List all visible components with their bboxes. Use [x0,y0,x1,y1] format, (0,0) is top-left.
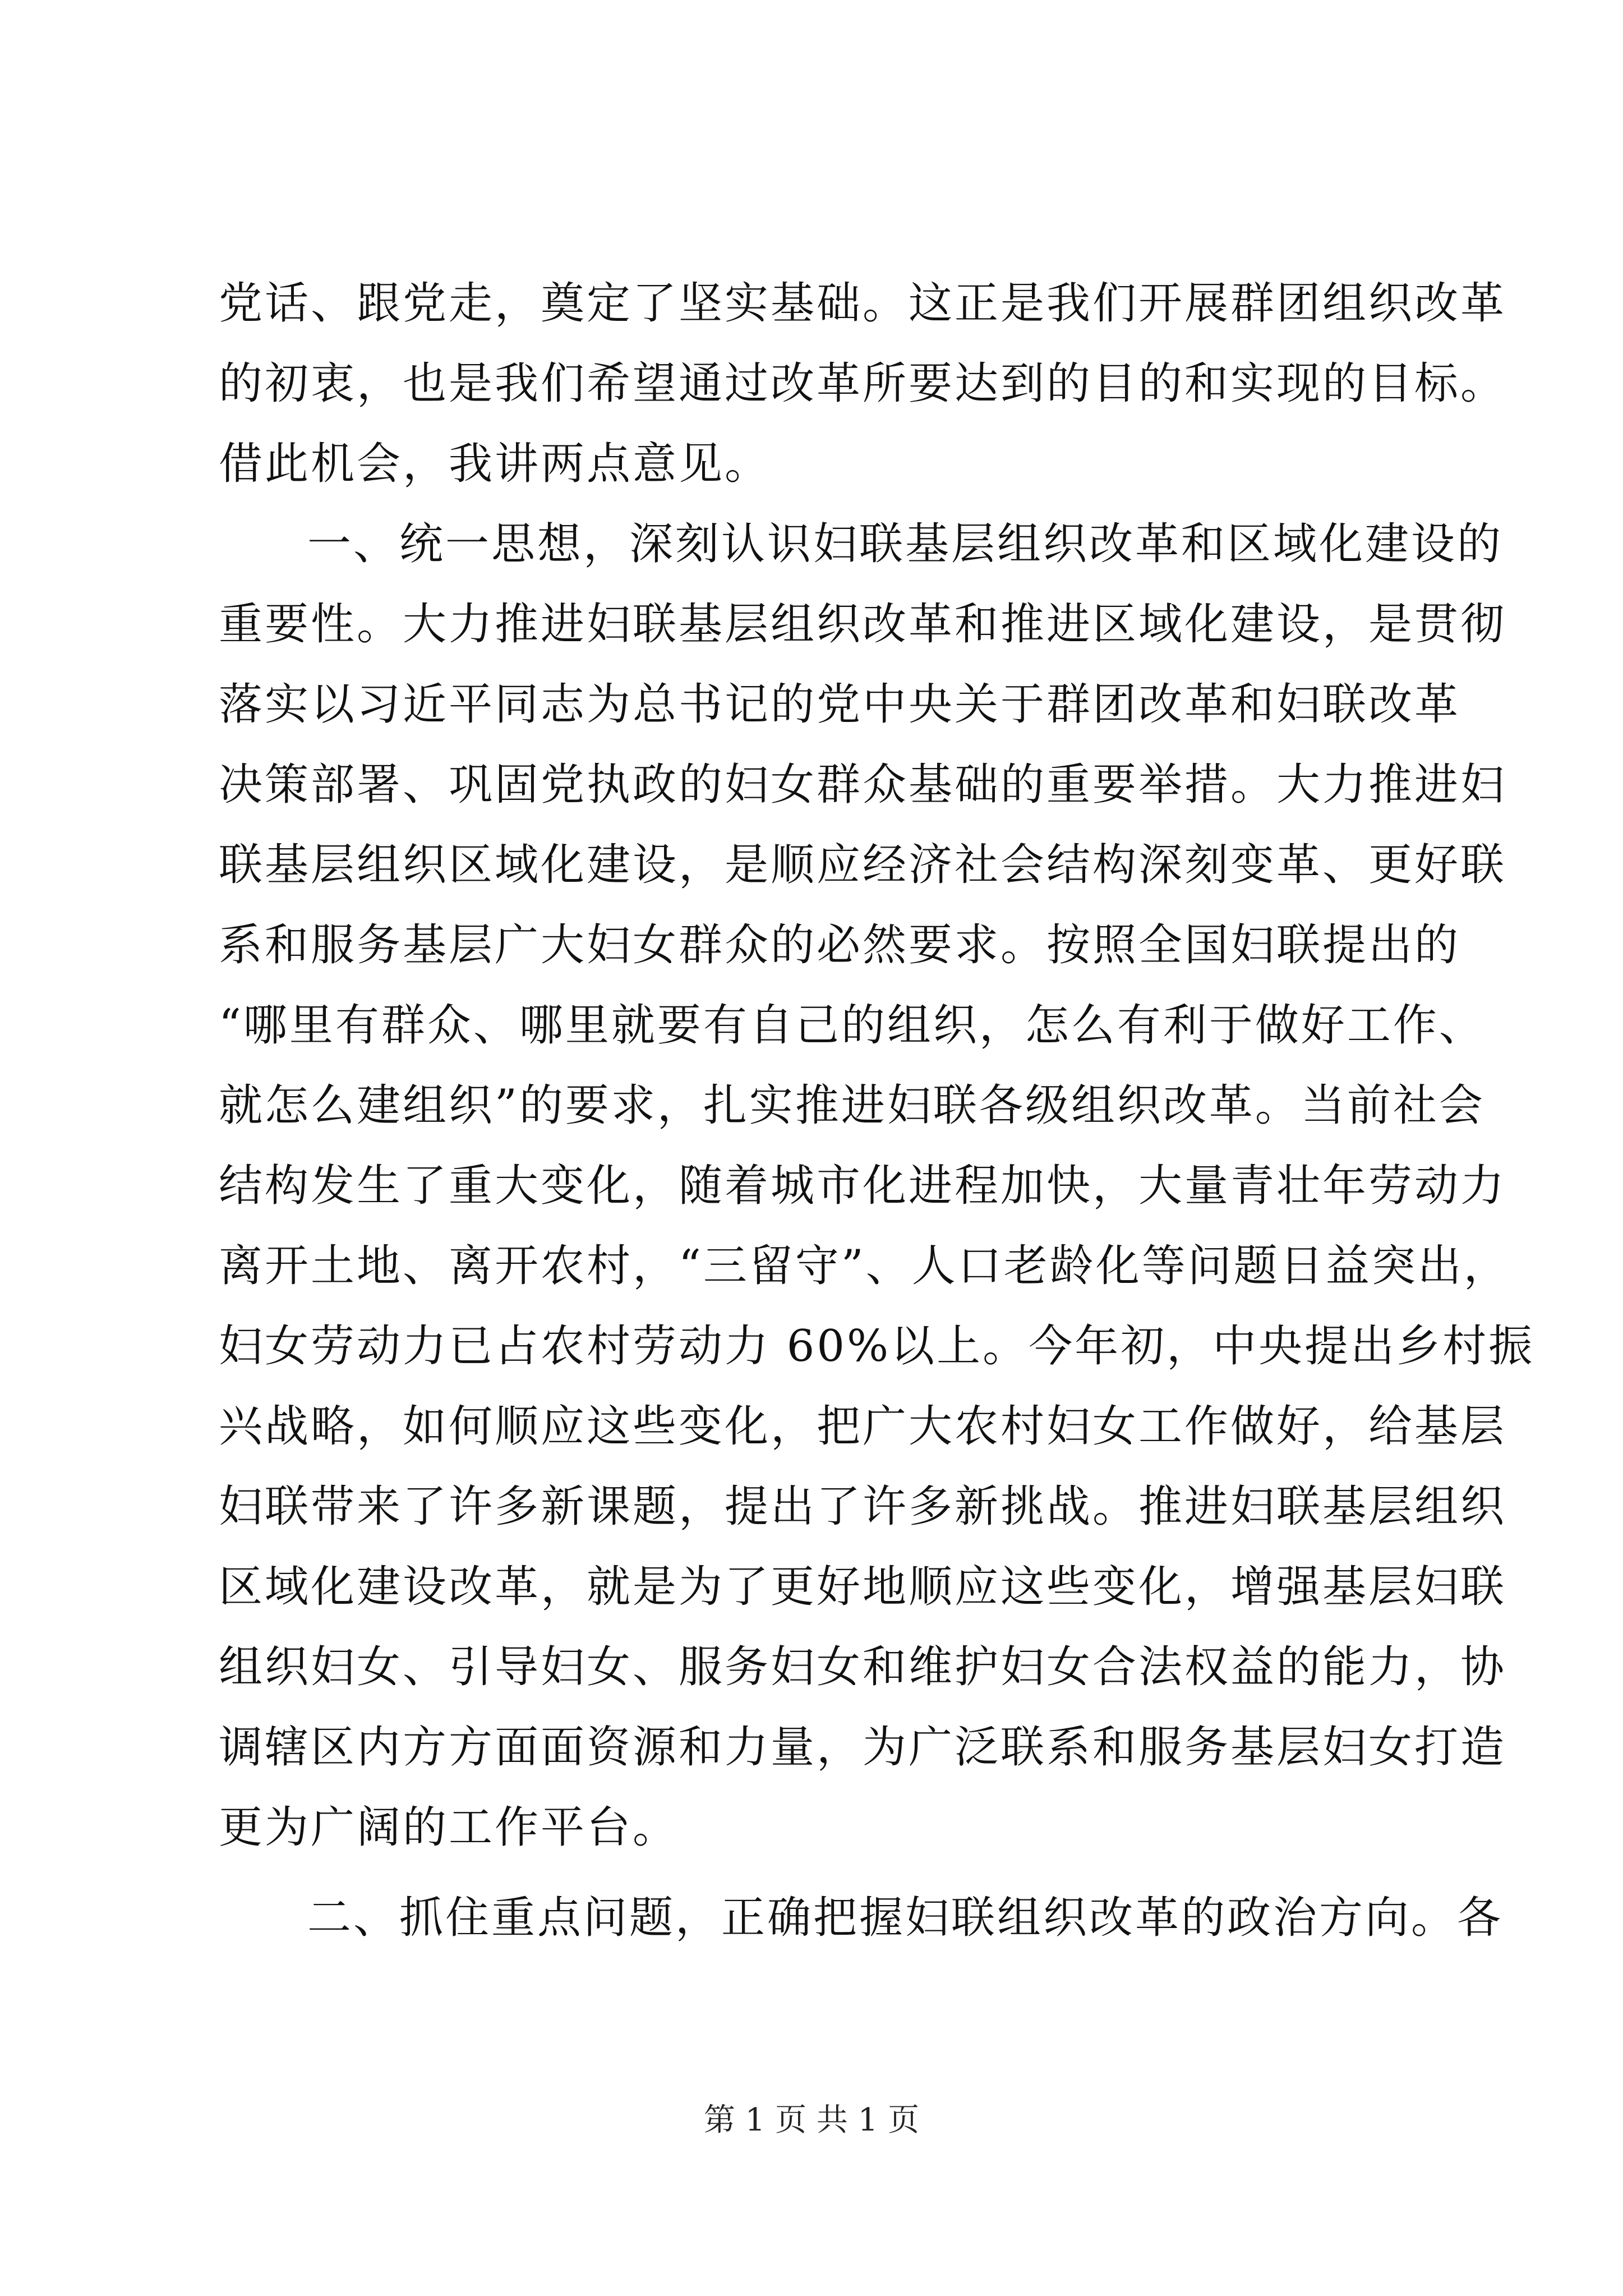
text-line: 调辖区内方方面面资源和力量，为广泛联系和服务基层妇女打造 [219,1722,1507,1773]
text-line: 党话、跟党走，奠定了坚实基础。这正是我们开展群团组织改革 [219,278,1507,329]
text-line: 结构发生了重大变化，随着城市化进程加快，大量青壮年劳动力 [219,1161,1507,1211]
text-line: 落实以习近平同志为总书记的党中央关于群团改革和妇联改革 [219,679,1461,730]
text-line: 就怎么建组织”的要求，扎实推进妇联各级组织改革。当前社会 [219,1080,1485,1131]
page-footer [0,2101,1623,2140]
text-line: 区域化建设改革，就是为了更好地顺应这些变化，增强基层妇联 [219,1562,1507,1612]
text-line: 组织妇女、引导妇女、服务妇女和维护妇女合法权益的能力，协 [219,1642,1507,1692]
text-line: 决策部署、巩固党执政的妇女群众基础的重要举措。大力推进妇 [219,760,1507,810]
document-body [219,264,1535,1958]
text-line: 妇女劳动力已占农村劳动力 60%以上。今年初，中央提出乡村振 [219,1321,1535,1372]
section-heading-line: 二、抓住重点问题，正确把握妇联组织改革的政治方向。各 [307,1893,1504,1943]
text-line: 重要性。大力推进妇联基层组织改革和推进区域化建设，是贯彻 [219,599,1507,650]
text-line: 借此机会，我讲两点意见。 [219,439,771,489]
text-line: 联基层组织区域化建设，是顺应经济社会结构深刻变革、更好联 [219,840,1507,890]
text-line: 系和服务基层广大妇女群众的必然要求。按照全国妇联提出的 [219,920,1461,970]
text-line: 兴战略，如何顺应这些变化，把广大农村妇女工作做好，给基层 [219,1401,1507,1452]
page-number-label: 第 1 页 共 1 页 [703,2102,920,2138]
text-line: “哪里有群众、哪里就要有自己的组织，怎么有利于做好工作、 [219,1000,1485,1051]
text-line: 的初衷，也是我们希望通过改革所要达到的目的和实现的目标。 [219,358,1507,409]
text-line: 妇联带来了许多新课题，提出了许多新挑战。推进妇联基层组织 [219,1481,1507,1532]
text-line: 离开土地、离开农村，“三留守”、人口老龄化等问题日益突出， [219,1241,1510,1291]
text-line: 更为广阔的工作平台。 [219,1802,679,1853]
section-heading-line: 一、统一思想，深刻认识妇联基层组织改革和区域化建设的 [307,519,1504,569]
